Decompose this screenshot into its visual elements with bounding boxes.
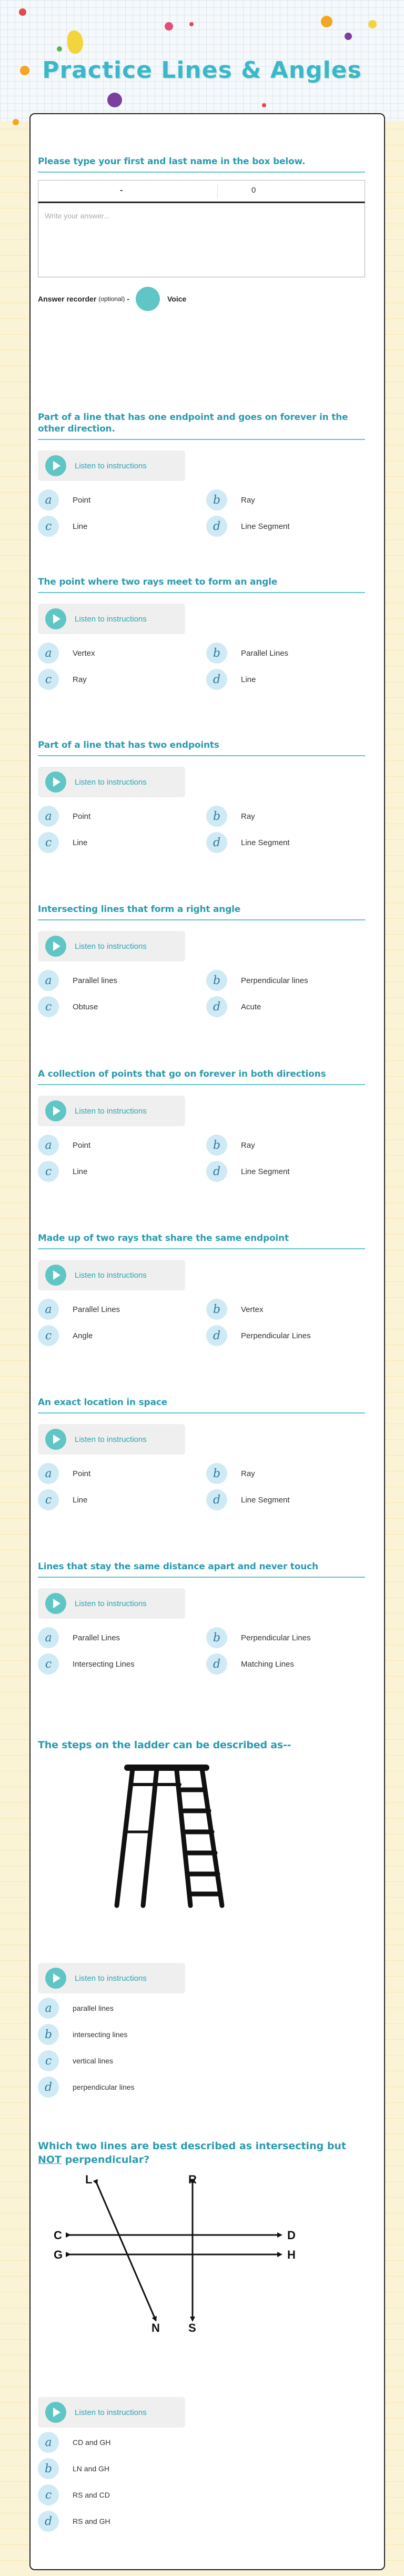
listen-label: Listen to instructions xyxy=(75,941,147,951)
option-letter-badge: c xyxy=(38,1161,59,1182)
play-icon xyxy=(45,1968,66,1989)
listen-button[interactable] xyxy=(38,2397,185,2428)
option-letter-badge: c xyxy=(38,1325,59,1346)
question-text: The point where two rays meet to form an angle xyxy=(38,576,365,593)
listen-button[interactable] xyxy=(38,604,185,634)
font-size-reset-button[interactable]: 0 xyxy=(251,186,256,195)
option-letter-badge: d xyxy=(38,2511,59,2532)
listen-button[interactable] xyxy=(38,1260,185,1290)
option-label: Acute xyxy=(241,1002,261,1011)
play-icon xyxy=(45,936,66,957)
option-label: Perpendicular Lines xyxy=(241,1633,311,1642)
answer-option[interactable] xyxy=(38,970,117,991)
listen-button[interactable] xyxy=(38,931,185,961)
question-text: Intersecting lines that form a right angle xyxy=(38,904,365,920)
option-label: perpendicular lines xyxy=(73,2083,135,2091)
listen-button[interactable] xyxy=(38,1424,185,1455)
answer-option[interactable] xyxy=(206,970,308,991)
answer-option[interactable] xyxy=(38,643,95,664)
option-letter-badge: b xyxy=(206,970,227,991)
question-text: A collection of points that go on forever in both directions xyxy=(38,1068,365,1085)
option-label: Ray xyxy=(73,675,87,684)
label-s: S xyxy=(188,2321,196,2334)
question-text: Which two lines are best described as intersecting but NOT perpendicular? xyxy=(38,2140,347,2166)
question-3 xyxy=(38,739,365,864)
play-icon xyxy=(45,1100,66,1121)
answer-option[interactable] xyxy=(38,1135,90,1156)
label-c: C xyxy=(54,2229,62,2242)
play-icon xyxy=(45,1593,66,1614)
option-letter-badge: c xyxy=(38,996,59,1017)
paint-splash xyxy=(262,103,266,107)
option-letter-badge: b xyxy=(38,2024,59,2045)
answer-option[interactable] xyxy=(38,1998,114,2019)
listen-label: Listen to instructions xyxy=(75,461,147,470)
page-title: Practice Lines & Angles xyxy=(42,57,362,84)
option-label: Obtuse xyxy=(73,1002,98,1011)
option-letter-badge: d xyxy=(206,1653,227,1675)
question-text: An exact location in space xyxy=(38,1397,365,1414)
option-letter-badge: c xyxy=(38,669,59,690)
listen-label: Listen to instructions xyxy=(75,1599,147,1608)
answer-placeholder: Write your answer... xyxy=(45,212,110,220)
listen-button[interactable] xyxy=(38,767,185,797)
option-letter-badge: a xyxy=(38,643,59,664)
paint-splash xyxy=(321,16,332,27)
question-6 xyxy=(38,1232,365,1357)
question-7 xyxy=(38,1397,365,1521)
answer-option[interactable] xyxy=(206,806,255,827)
lines-question xyxy=(38,2139,365,2335)
paint-splash xyxy=(189,22,194,26)
question-2 xyxy=(38,576,365,700)
editor-toolbar xyxy=(38,180,365,203)
label-g: G xyxy=(54,2248,63,2261)
font-size-decrease-button[interactable]: - xyxy=(120,186,123,195)
option-label: parallel lines xyxy=(73,2004,114,2012)
play-icon xyxy=(45,455,66,476)
paint-splash xyxy=(57,46,62,52)
answer-option[interactable] xyxy=(206,669,256,690)
option-letter-badge: c xyxy=(38,2050,59,2071)
option-label: Intersecting Lines xyxy=(73,1659,135,1669)
option-label: Parallel lines xyxy=(73,976,118,985)
option-label: Vertex xyxy=(73,648,95,658)
answer-option[interactable] xyxy=(206,1463,255,1484)
question-1 xyxy=(38,412,365,547)
option-label: Line xyxy=(73,838,88,847)
listen-label: Listen to instructions xyxy=(75,1270,147,1280)
option-label: Line Segment xyxy=(241,1495,290,1505)
ladder-question xyxy=(38,1739,365,1911)
answer-option[interactable] xyxy=(206,996,261,1017)
option-letter-badge: c xyxy=(38,2484,59,2505)
answer-option[interactable] xyxy=(38,2511,110,2532)
answer-option[interactable] xyxy=(38,2050,113,2071)
name-section xyxy=(38,156,365,311)
option-label: Ray xyxy=(241,1469,255,1478)
option-label: RS and GH xyxy=(73,2517,110,2525)
option-letter-badge: a xyxy=(38,1627,59,1648)
option-label: Point xyxy=(73,495,91,505)
label-n: N xyxy=(152,2321,160,2334)
paint-splash xyxy=(107,93,122,107)
answer-option[interactable] xyxy=(38,2484,110,2505)
listen-button[interactable] xyxy=(38,1096,185,1126)
answer-option[interactable] xyxy=(206,1627,311,1648)
answer-option[interactable] xyxy=(38,1325,93,1346)
option-label: Line Segment xyxy=(241,1167,290,1176)
lines-answer xyxy=(38,2387,365,2548)
play-icon xyxy=(45,1429,66,1450)
listen-button[interactable] xyxy=(38,1963,185,1993)
label-r: R xyxy=(188,2173,197,2186)
option-letter-badge: d xyxy=(206,516,227,537)
option-letter-badge: a xyxy=(38,489,59,510)
option-letter-badge: a xyxy=(38,806,59,827)
play-icon xyxy=(45,771,66,793)
option-letter-badge: c xyxy=(38,1489,59,1510)
question-text: The steps on the ladder can be described as-- xyxy=(38,1739,291,1751)
option-label: Parallel Lines xyxy=(73,1305,120,1314)
ladder-answer xyxy=(38,1952,365,2113)
answer-option[interactable] xyxy=(38,1489,87,1510)
paint-splash xyxy=(19,8,26,16)
option-label: Angle xyxy=(73,1331,93,1340)
option-letter-badge: c xyxy=(38,1653,59,1675)
ladder-image xyxy=(112,1758,227,1911)
option-letter-badge: b xyxy=(206,1463,227,1484)
question-5 xyxy=(38,1068,365,1192)
play-icon xyxy=(45,2402,66,2423)
recorder-optional: (optional) xyxy=(98,295,125,303)
lines-diagram xyxy=(38,2172,311,2335)
option-letter-badge: d xyxy=(38,2077,59,2098)
listen-button[interactable] xyxy=(38,450,185,481)
listen-label: Listen to instructions xyxy=(75,777,147,787)
voice-label: Voice xyxy=(167,295,187,303)
question-text: Lines that stay the same distance apart and never touch xyxy=(38,1561,365,1578)
option-letter-badge: a xyxy=(38,1135,59,1156)
option-label: Line xyxy=(73,1167,88,1176)
option-letter-badge: d xyxy=(206,1161,227,1182)
answer-option[interactable] xyxy=(38,2077,135,2098)
answer-option[interactable] xyxy=(206,1653,294,1675)
option-letter-badge: b xyxy=(206,806,227,827)
option-label: Ray xyxy=(241,1140,255,1150)
answer-option[interactable] xyxy=(38,1299,120,1320)
answer-option[interactable] xyxy=(206,1489,290,1510)
listen-label: Listen to instructions xyxy=(75,614,147,624)
option-label: Perpendicular Lines xyxy=(241,1331,311,1340)
play-icon xyxy=(45,1265,66,1286)
option-letter-badge: a xyxy=(38,1463,59,1484)
option-letter-badge: d xyxy=(206,1325,227,1346)
option-label: Ray xyxy=(241,495,255,505)
option-letter-badge: b xyxy=(206,1135,227,1156)
answer-option[interactable] xyxy=(38,1161,87,1182)
answer-option[interactable] xyxy=(206,643,288,664)
option-label: Line xyxy=(241,675,256,684)
name-answer-field[interactable] xyxy=(38,203,365,277)
question-text: Made up of two rays that share the same endpoint xyxy=(38,1232,365,1249)
option-letter-badge: a xyxy=(38,1299,59,1320)
answer-option[interactable] xyxy=(38,1653,135,1675)
answer-option[interactable] xyxy=(206,832,290,853)
question-text: Part of a line that has two endpoints xyxy=(38,739,365,756)
option-letter-badge: a xyxy=(38,2432,59,2453)
option-label: Line Segment xyxy=(241,522,290,531)
answer-option[interactable] xyxy=(38,1627,120,1648)
question-4 xyxy=(38,904,365,1028)
answer-option[interactable] xyxy=(206,1325,311,1346)
option-letter-badge: b xyxy=(206,489,227,510)
answer-option[interactable] xyxy=(206,516,290,537)
option-letter-badge: a xyxy=(38,970,59,991)
toolbar-divider xyxy=(217,184,218,198)
option-label: Point xyxy=(73,1140,91,1150)
option-letter-badge: d xyxy=(206,1489,227,1510)
line-ln xyxy=(97,2183,156,2320)
option-letter-badge: d xyxy=(206,996,227,1017)
option-letter-badge: b xyxy=(206,643,227,664)
answer-option[interactable] xyxy=(38,832,87,853)
question-text: Part of a line that has one endpoint and goes on forever in the other direction. xyxy=(38,412,365,440)
option-label: Parallel Lines xyxy=(241,648,289,658)
paint-splash xyxy=(368,20,377,28)
listen-label: Listen to instructions xyxy=(75,2408,147,2417)
option-label: Parallel Lines xyxy=(73,1633,120,1642)
header-banner xyxy=(0,0,404,121)
recorder-label: Answer recorder xyxy=(38,295,97,303)
option-letter-badge: b xyxy=(38,2458,59,2479)
answer-recorder xyxy=(38,287,365,311)
answer-option[interactable] xyxy=(206,1135,255,1156)
answer-option[interactable] xyxy=(206,1161,290,1182)
option-label: Line xyxy=(73,522,88,531)
paint-splash xyxy=(13,119,19,125)
question-8 xyxy=(38,1561,365,1685)
option-letter-badge: b xyxy=(206,1299,227,1320)
answer-option[interactable] xyxy=(206,1299,264,1320)
option-label: RS and CD xyxy=(73,2491,110,2499)
option-label: Vertex xyxy=(241,1305,264,1314)
option-letter-badge: b xyxy=(206,1627,227,1648)
label-h: H xyxy=(287,2248,296,2261)
option-letter-badge: d xyxy=(206,669,227,690)
answer-option[interactable] xyxy=(38,669,87,690)
option-label: Point xyxy=(73,811,91,821)
listen-label: Listen to instructions xyxy=(75,1435,147,1444)
recorder-dash: - xyxy=(127,295,129,303)
answer-option[interactable] xyxy=(38,516,87,537)
listen-label: Listen to instructions xyxy=(75,1973,147,1983)
option-letter-badge: c xyxy=(38,516,59,537)
question-text: Please type your first and last name in the box below. xyxy=(38,156,365,173)
answer-option[interactable] xyxy=(38,2432,110,2453)
option-label: CD and GH xyxy=(73,2438,111,2447)
answer-option[interactable] xyxy=(38,2458,109,2479)
option-label: LN and GH xyxy=(73,2464,110,2473)
option-label: Ray xyxy=(241,811,255,821)
option-letter-badge: d xyxy=(206,832,227,853)
label-l: L xyxy=(85,2173,93,2186)
option-label: Line Segment xyxy=(241,838,290,847)
paint-splash xyxy=(165,22,173,31)
answer-option[interactable] xyxy=(38,489,90,510)
answer-option[interactable] xyxy=(38,2024,127,2045)
paint-splash xyxy=(345,33,352,40)
option-label: vertical lines xyxy=(73,2057,114,2065)
answer-option[interactable] xyxy=(206,489,255,510)
record-button[interactable] xyxy=(136,287,160,311)
answer-option[interactable] xyxy=(38,806,90,827)
option-label: Line xyxy=(73,1495,88,1505)
answer-option[interactable] xyxy=(38,996,98,1017)
label-d: D xyxy=(287,2229,296,2242)
answer-option[interactable] xyxy=(38,1463,90,1484)
option-label: intersecting lines xyxy=(73,2030,128,2039)
option-label: Point xyxy=(73,1469,91,1478)
option-label: Perpendicular lines xyxy=(241,976,308,985)
listen-button[interactable] xyxy=(38,1588,185,1619)
option-letter-badge: c xyxy=(38,832,59,853)
play-icon xyxy=(45,608,66,629)
paint-splash xyxy=(67,31,83,54)
option-letter-badge: a xyxy=(38,1998,59,2019)
option-label: Matching Lines xyxy=(241,1659,294,1669)
listen-label: Listen to instructions xyxy=(75,1106,147,1116)
